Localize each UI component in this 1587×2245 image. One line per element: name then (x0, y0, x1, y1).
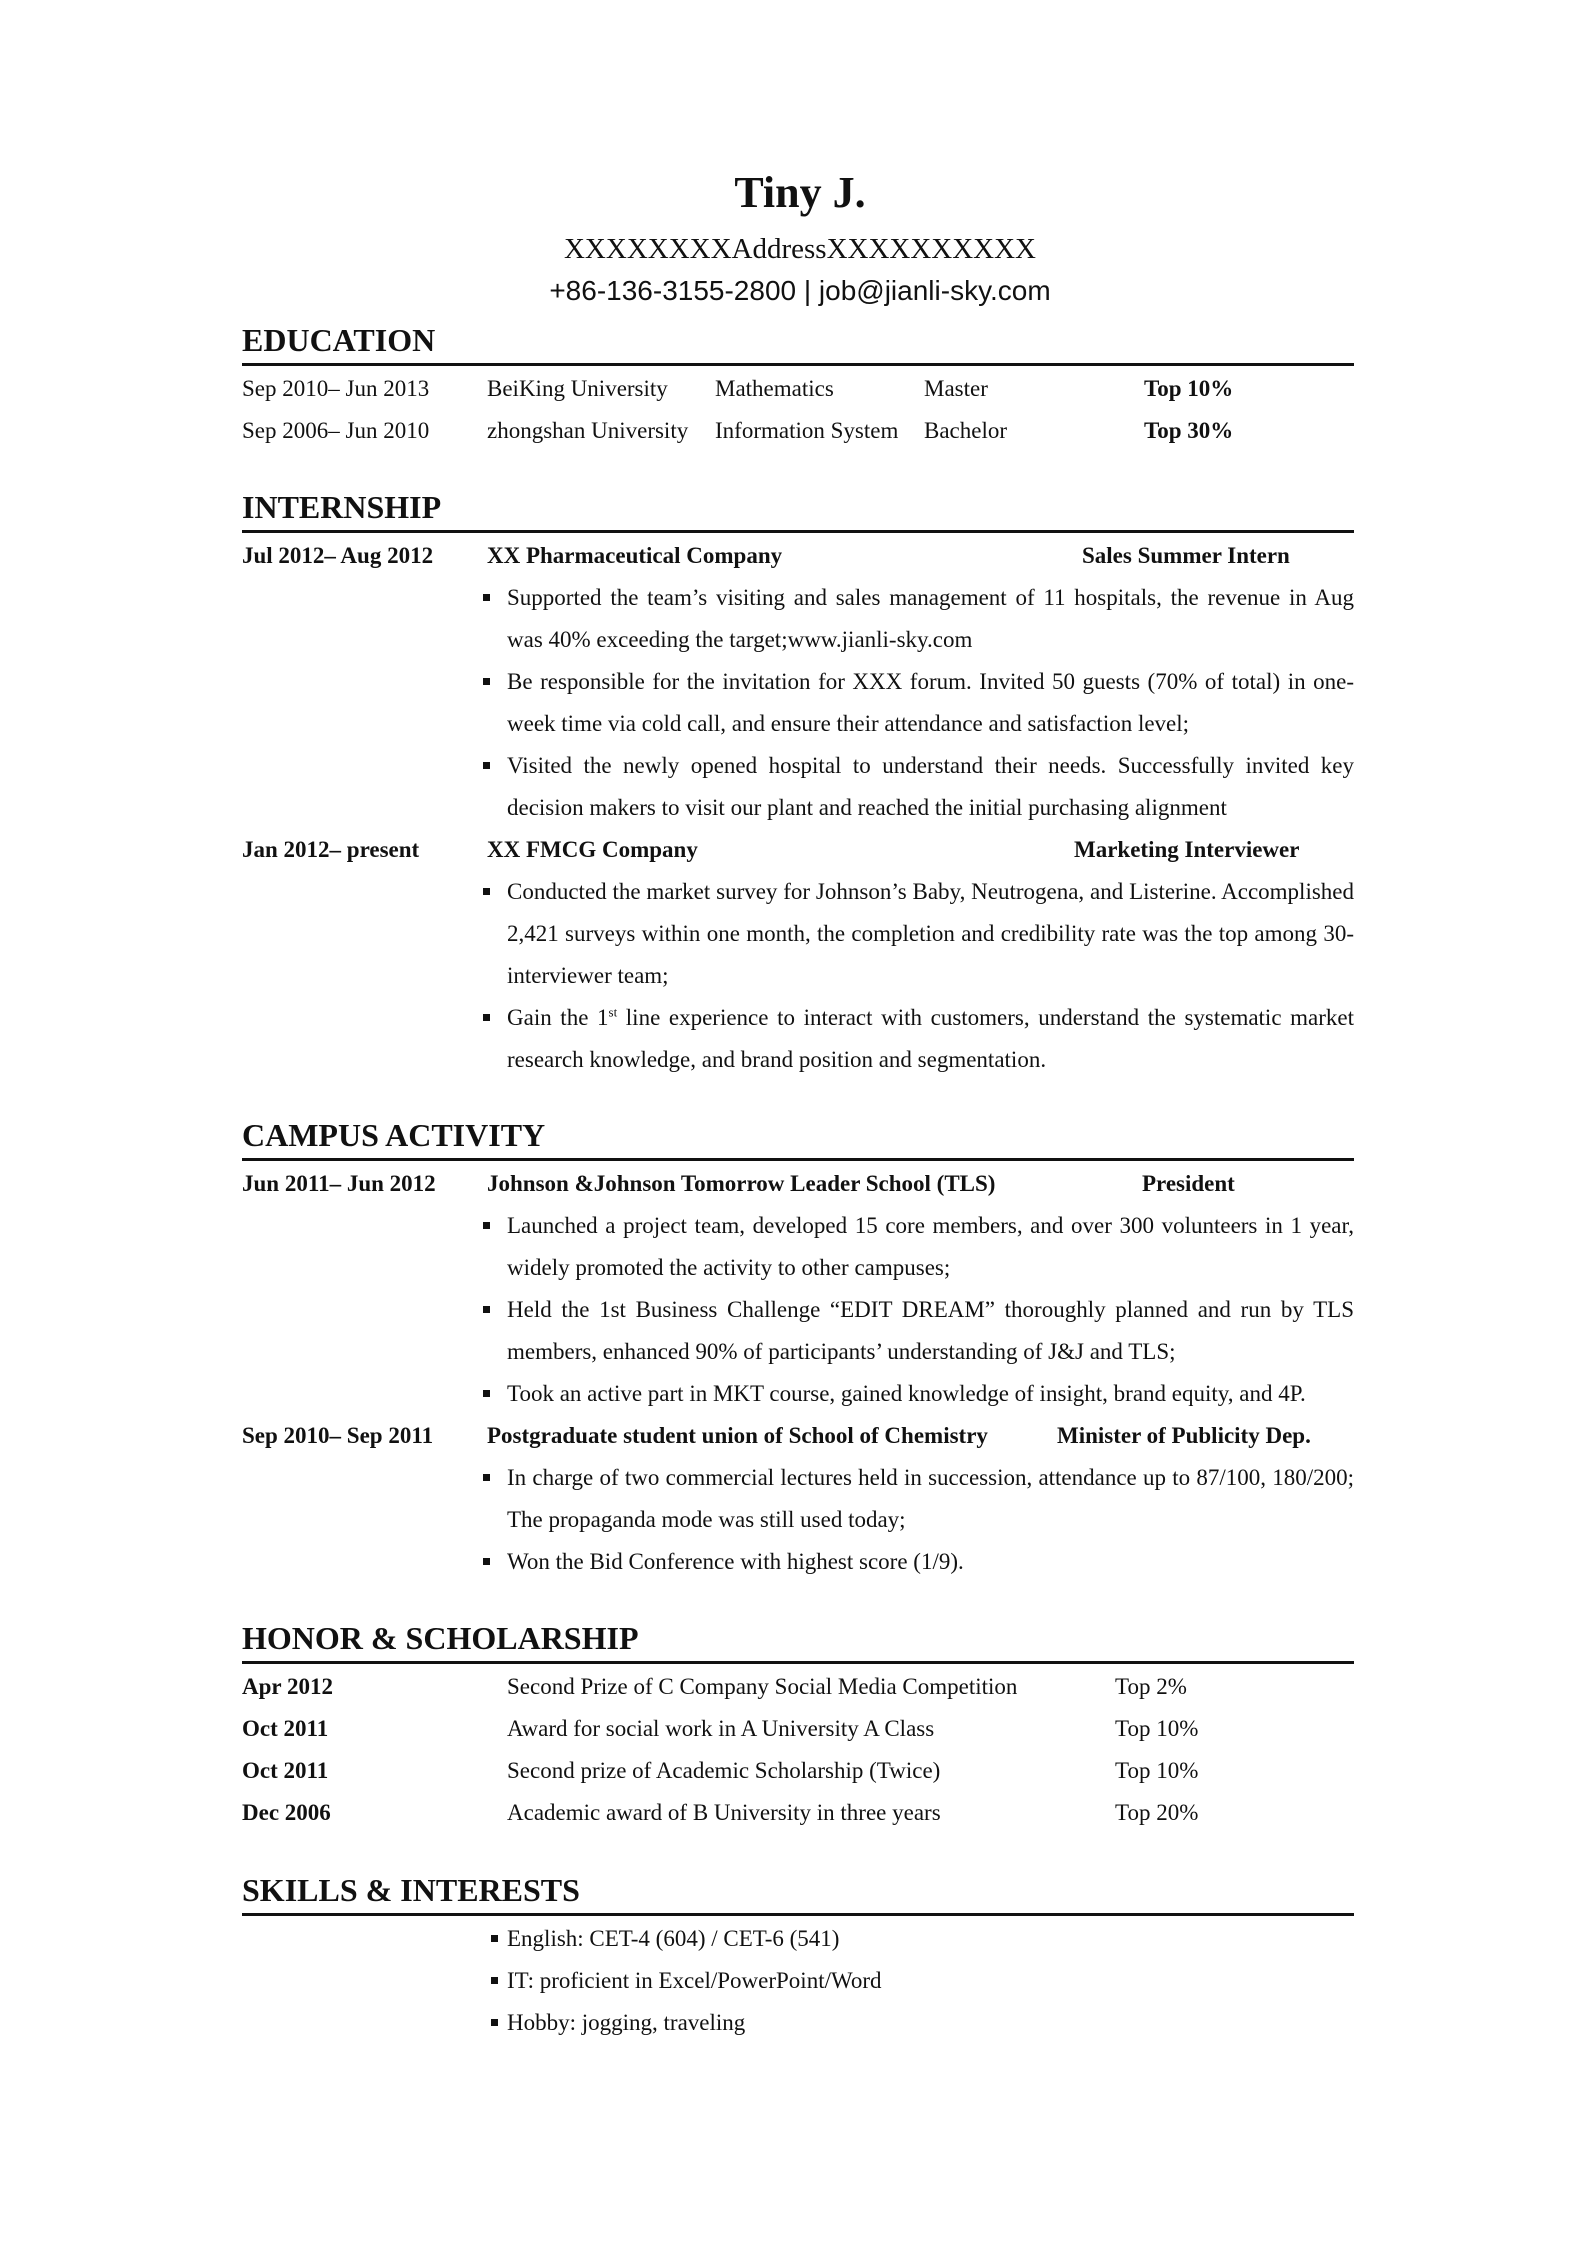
rank: Top 10% (1115, 1758, 1199, 1783)
honor-row (242, 1666, 1354, 1708)
section-title: HONOR & SCHOLARSHIP (242, 1620, 639, 1656)
section-title: CAMPUS ACTIVITY (242, 1117, 546, 1153)
degree: Master (924, 376, 988, 401)
superscript: st (608, 1004, 618, 1020)
bullet-icon (483, 1390, 490, 1397)
major: Information System (715, 418, 899, 443)
bullet-text: Took an active part in MKT course, gained knowledge of insight, brand equity, and 4P. (507, 1381, 1306, 1406)
rank: Top 20% (1115, 1800, 1199, 1825)
bullet-icon (483, 1474, 490, 1481)
bullet-icon (483, 1014, 490, 1021)
education-row (242, 368, 1354, 410)
degree: Bachelor (924, 418, 1008, 443)
bullet-text: Won the Bid Conference with highest score (1/9). (507, 1549, 964, 1574)
bullet-item (242, 661, 1354, 745)
period: Sep 2010– Sep 2011 (242, 1423, 434, 1448)
resume-header (0, 165, 1587, 311)
award: Academic award of B University in three years (507, 1800, 941, 1825)
bullet-icon (483, 1222, 490, 1229)
role: Minister of Publicity Dep. (1057, 1423, 1311, 1448)
bullet-item (242, 1541, 1354, 1583)
rank: Top 10% (1115, 1716, 1199, 1741)
section-divider (242, 530, 1354, 533)
bullet-icon (483, 888, 490, 895)
skill-text: IT: proficient in Excel/PowerPoint/Word (507, 1968, 882, 1993)
bullet-text: Launched a project team, developed 15 core members, and over 300 volunteers in 1 year, widely promoted the activity to other campuses; (507, 1213, 1354, 1280)
bullet-text: Visited the newly opened hospital to understand their needs. Successfully invited key decision makers to visit our plant and reached the initial purchasing alignment (507, 753, 1354, 820)
skill-item (242, 1960, 1354, 2002)
organization: Postgraduate student union of School of Chemistry (487, 1423, 988, 1448)
bullet-icon (483, 594, 490, 601)
campus-activity-section (242, 1116, 1354, 1583)
organization: XX Pharmaceutical Company (487, 543, 783, 568)
bullet-text: In charge of two commercial lectures held in succession, attendance up to 87/100, 180/200; The propaganda mode was still used today; (507, 1465, 1354, 1532)
contact-line: +86-136-3155-2800 | job@jianli-sky.com (549, 275, 1051, 306)
award: Award for social work in A University A Class (507, 1716, 935, 1741)
skills-interests-section (242, 1871, 1354, 2044)
role: Sales Summer Intern (1082, 543, 1290, 568)
bullet-icon (483, 1558, 490, 1565)
bullet-item (242, 997, 1354, 1081)
rank: Top 10% (1144, 376, 1234, 401)
section-title: SKILLS & INTERESTS (242, 1872, 580, 1908)
skill-text: English: CET-4 (604) / CET-6 (541) (507, 1926, 840, 1951)
entry-header (242, 829, 1354, 871)
skill-item (242, 1918, 1354, 1960)
date: Oct 2011 (242, 1716, 329, 1741)
honor-row (242, 1750, 1354, 1792)
period: Jan 2012– present (242, 837, 420, 862)
bullet-text: Be responsible for the invitation for XXX forum. Invited 50 guests (70% of total) in one-week time via cold call, and ensure their attendance and satisfaction level; (507, 669, 1354, 736)
bullet-text: Supported the team’s visiting and sales management of 11 hospitals, the revenue in Aug was 40% exceeding the target;www.jianli-sky.com (507, 585, 1354, 652)
rank: Top 2% (1115, 1674, 1187, 1699)
bullet-icon (491, 1977, 498, 1984)
section-divider (242, 1661, 1354, 1664)
honor-scholarship-section (242, 1619, 1354, 1834)
organization: XX FMCG Company (487, 837, 698, 862)
honor-row (242, 1792, 1354, 1834)
skill-item (242, 2002, 1354, 2044)
period: Jun 2011– Jun 2012 (242, 1171, 436, 1196)
bullet-text: Conducted the market survey for Johnson’s Baby, Neutrogena, and Listerine. Accomplished 2,421 surveys within one month, the completion and credibility rate was the top among 30-interviewer team; (507, 879, 1354, 988)
award: Second prize of Academic Scholarship (Twice) (507, 1758, 941, 1783)
section-divider (242, 1913, 1354, 1916)
bullet-item (242, 1457, 1354, 1541)
education-row (242, 410, 1354, 452)
bullet-text-end: line experience to interact with customers, understand the systematic market research knowledge, and brand position and segmentation. (507, 1005, 1354, 1072)
education-section (242, 321, 1354, 452)
organization: Johnson &Johnson Tomorrow Leader School (TLS) (487, 1171, 996, 1196)
date: Oct 2011 (242, 1758, 329, 1783)
entry-header (242, 1415, 1354, 1457)
section-divider (242, 1158, 1354, 1161)
address-line: XXXXXXXXAddressXXXXXXXXXX (563, 233, 1036, 265)
section-title: INTERNSHIP (242, 489, 442, 525)
bullet-icon (491, 2019, 498, 2026)
period: Jul 2012– Aug 2012 (242, 543, 434, 568)
major: Mathematics (715, 376, 834, 401)
school: BeiKing University (487, 376, 668, 401)
section-title: EDUCATION (242, 322, 436, 358)
date: Apr 2012 (242, 1674, 333, 1699)
school: zhongshan University (487, 418, 689, 443)
award: Second Prize of C Company Social Media Competition (507, 1674, 1018, 1699)
entry-header (242, 535, 1354, 577)
bullet-icon (491, 1935, 498, 1942)
bullet-icon (483, 1306, 490, 1313)
role: President (1142, 1171, 1235, 1196)
date: Dec 2006 (242, 1800, 331, 1825)
section-divider (242, 363, 1354, 366)
rank: Top 30% (1144, 418, 1234, 443)
bullet-item (242, 1289, 1354, 1373)
period: Sep 2006– Jun 2010 (242, 418, 430, 443)
bullet-text-start: Gain the 1 (507, 1005, 609, 1030)
bullet-item (242, 871, 1354, 997)
bullet-item (242, 1205, 1354, 1289)
honor-row (242, 1708, 1354, 1750)
role: Marketing Interviewer (1074, 837, 1300, 862)
bullet-icon (483, 678, 490, 685)
bullet-icon (483, 762, 490, 769)
bullet-text: Held the 1st Business Challenge “EDIT DREAM” thoroughly planned and run by TLS members, enhanced 90% of participants’ understanding of J&J and TLS; (507, 1297, 1354, 1364)
candidate-name: Tiny J. (734, 168, 866, 217)
internship-section (242, 488, 1354, 1081)
period: Sep 2010– Jun 2013 (242, 376, 430, 401)
bullet-item (242, 745, 1354, 829)
bullet-item (242, 1373, 1354, 1415)
skill-text: Hobby: jogging, traveling (507, 2010, 746, 2035)
entry-header (242, 1163, 1354, 1205)
bullet-item (242, 577, 1354, 661)
